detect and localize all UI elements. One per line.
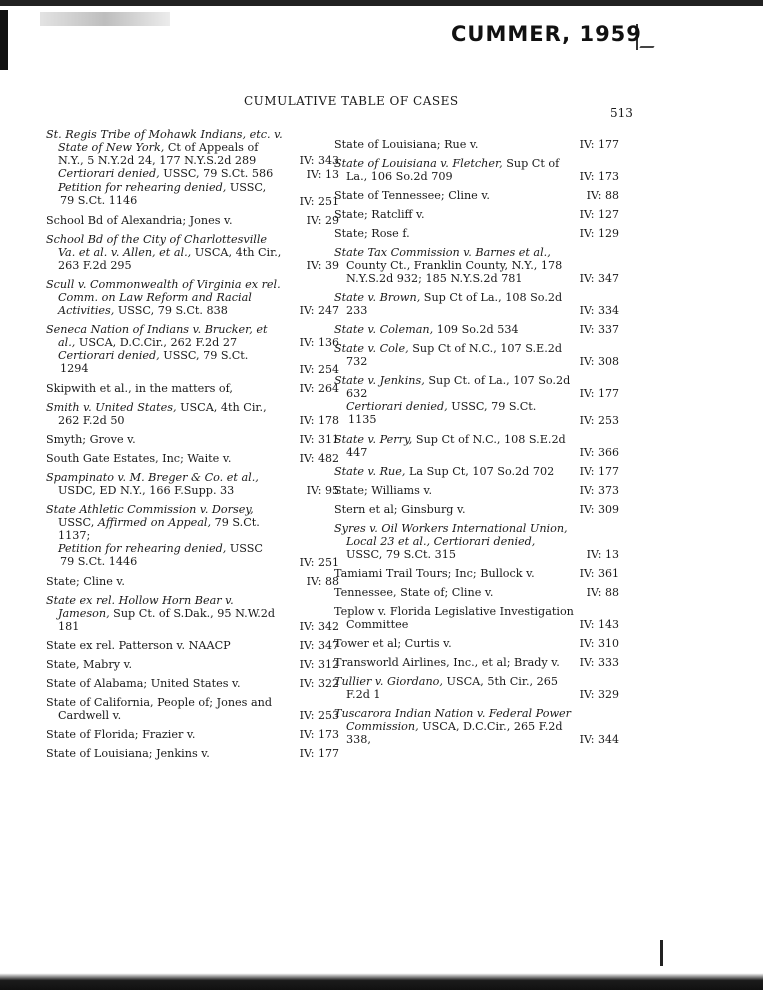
case-title xyxy=(46,401,286,427)
case-title-part: State v. Cole, xyxy=(334,342,409,355)
volume-reference: IV: 177 xyxy=(579,138,619,151)
case-entry xyxy=(46,728,339,741)
case-title-part: USSC, xyxy=(58,516,98,529)
case-title-part: USCA, D.C.Cir., 262 F.2d 27 xyxy=(75,336,238,349)
subsequent-history xyxy=(46,167,280,180)
case-title-part: State, Mabry v. xyxy=(46,658,133,671)
case-title-part: Tamiami Trail Tours; Inc; Bullock v. xyxy=(334,567,535,580)
case-title xyxy=(46,747,286,760)
case-title-part: State of Alabama; United States v. xyxy=(46,677,241,690)
scan-edge-top xyxy=(0,0,763,6)
case-title xyxy=(46,728,286,741)
case-title-part: State ex rel. Patterson v. NAACP xyxy=(46,639,231,652)
volume-reference: IV: 173 xyxy=(579,170,619,183)
volume-reference: IV: 13 xyxy=(306,168,339,181)
case-title xyxy=(334,465,574,478)
case-title xyxy=(334,342,574,368)
case-title-part: Spampinato v. M. Breger & Co. et al., xyxy=(46,471,259,484)
case-title-part: State Athletic Commission v. Dorsey, xyxy=(46,503,254,516)
case-title-part: Affirmed on Appeal, xyxy=(97,516,212,529)
volume-reference: IV: 29 xyxy=(306,214,339,227)
case-entry xyxy=(46,658,339,671)
case-title-part: State; Rose f. xyxy=(334,227,410,240)
case-title-part: Seneca Nation of Indians v. Brucker, et al., xyxy=(46,323,268,349)
volume-reference: IV: 177 xyxy=(299,747,339,760)
case-title-part: Transworld Airlines, Inc., et al; Brady v. xyxy=(334,656,560,669)
case-entry xyxy=(46,452,339,465)
case-title-part: Sup Ct of N.C., 107 S.E.2d 732 xyxy=(346,342,563,368)
case-title xyxy=(334,189,574,202)
volume-reference: IV: 39 xyxy=(306,259,339,272)
case-entry xyxy=(334,342,619,368)
case-title xyxy=(334,567,574,580)
volume-reference: IV: 373 xyxy=(579,484,619,497)
case-title-part: Sup Ct. of La., 107 So.2d 632 xyxy=(346,374,571,400)
volume-reference: IV: 13 xyxy=(586,548,619,561)
subsequent-citation: USSC 79 S.Ct. 1446 xyxy=(60,542,263,568)
volume-reference: IV: 173 xyxy=(299,728,339,741)
case-title xyxy=(46,575,286,588)
case-title xyxy=(46,128,286,167)
case-entry xyxy=(334,503,619,516)
case-entry xyxy=(334,567,619,580)
case-title xyxy=(334,157,574,183)
case-entry xyxy=(46,696,339,722)
case-entry xyxy=(46,128,339,208)
case-title-part: Sup Ct of La., 106 So.2d 709 xyxy=(346,157,560,183)
volume-reference: IV: 253 xyxy=(299,709,339,722)
volume-reference: IV: 88 xyxy=(586,586,619,599)
case-entry xyxy=(46,471,339,497)
volume-reference: IV: 247 xyxy=(299,304,339,317)
volume-reference: IV: 344 xyxy=(579,733,619,746)
case-title xyxy=(334,208,574,221)
case-title xyxy=(46,503,286,542)
subsequent-citation: USSC, 79 S.Ct. 1294 xyxy=(60,349,249,375)
case-title xyxy=(46,658,286,671)
page-number: 513 xyxy=(610,106,633,120)
case-title-part: State ex rel. Hollow Horn Bear v. Jameson, xyxy=(46,594,234,620)
case-title-part: State of Tennessee; Cline v. xyxy=(334,189,490,202)
volume-reference: IV: 264 xyxy=(299,382,339,395)
volume-reference: IV: 311 xyxy=(299,433,339,446)
case-title xyxy=(334,503,574,516)
case-title xyxy=(334,522,574,561)
volume-reference: IV: 361 xyxy=(579,567,619,580)
case-entry xyxy=(46,575,339,588)
volume-reference: IV: 127 xyxy=(579,208,619,221)
case-entry xyxy=(334,323,619,336)
case-title-part: South Gate Estates, Inc; Waite v. xyxy=(46,452,232,465)
case-entry xyxy=(334,656,619,669)
volume-reference: IV: 129 xyxy=(579,227,619,240)
case-title xyxy=(46,214,286,227)
case-title-part: USCA, 4th Cir., 262 F.2d 50 xyxy=(58,401,267,427)
volume-reference: IV: 312 xyxy=(299,658,339,671)
case-entry xyxy=(334,227,619,240)
case-entry xyxy=(334,189,619,202)
case-title xyxy=(46,677,286,690)
case-title-part: USCA, 4th Cir., 263 F.2d 295 xyxy=(58,246,282,272)
volume-reference: IV: 143 xyxy=(579,618,619,631)
case-title xyxy=(46,452,286,465)
case-entry xyxy=(46,433,339,446)
case-entry xyxy=(334,291,619,317)
case-title-part: State Tax Commission v. Barnes et al., xyxy=(334,246,551,259)
case-entry xyxy=(46,594,339,633)
case-title-part: State v. Jenkins, xyxy=(334,374,425,387)
case-entry xyxy=(46,677,339,690)
case-title-part: State of Louisiana; Jenkins v. xyxy=(46,747,210,760)
subsequent-disposition: Certiorari denied, xyxy=(58,167,160,180)
subsequent-disposition: Certiorari denied, xyxy=(58,349,160,362)
case-title-part: Tower et al; Curtis v. xyxy=(334,637,452,650)
scan-smudge xyxy=(40,12,170,26)
case-entry xyxy=(334,465,619,478)
case-entry xyxy=(46,233,339,272)
volume-reference: IV: 342 xyxy=(299,620,339,633)
volume-reference: IV: 88 xyxy=(306,575,339,588)
case-title xyxy=(334,323,574,336)
case-title-part: State v. Coleman, xyxy=(334,323,434,336)
volume-reference: IV: 366 xyxy=(579,446,619,459)
case-entry xyxy=(46,639,339,652)
case-title-part: School Bd of Alexandria; Jones v. xyxy=(46,214,233,227)
case-title-part: Smyth; Grove v. xyxy=(46,433,136,446)
case-title-part: State; Cline v. xyxy=(46,575,125,588)
case-entry xyxy=(334,374,619,427)
case-entry xyxy=(334,246,619,285)
case-title xyxy=(334,246,574,285)
case-entry xyxy=(46,503,339,569)
case-title-part: Syres v. Oil Workers International Union, Local 23 et al., Certiorari denied, xyxy=(334,522,568,548)
case-title-part: Stern et al; Ginsburg v. xyxy=(334,503,466,516)
volume-reference: IV: 309 xyxy=(579,503,619,516)
case-entry xyxy=(46,278,339,317)
case-entry xyxy=(46,401,339,427)
case-title xyxy=(334,291,574,317)
case-title-part: State of Louisiana v. Fletcher, xyxy=(334,157,503,170)
case-title-part: School Bd of the City of Charlottesville Va. et al. v. Allen, et al., xyxy=(46,233,268,259)
case-title xyxy=(334,433,574,459)
case-entry xyxy=(334,522,619,561)
case-title-part: Tuscarora Indian Nation v. Federal Power Commission, xyxy=(334,707,571,733)
case-entry xyxy=(334,208,619,221)
case-title-part: Scull v. Commonwealth of Virginia ex rel. Comm. on Law Reform and Racial Activities, xyxy=(46,278,281,317)
case-title xyxy=(46,471,286,497)
subsequent-citation: USSC, 79 S.Ct. 1146 xyxy=(60,181,267,207)
volume-reference: IV: 310 xyxy=(579,637,619,650)
case-entry xyxy=(334,605,619,631)
scan-edge-left xyxy=(0,10,8,70)
volume-reference: IV: 253 xyxy=(579,414,619,427)
scan-edge-bottom xyxy=(0,966,763,990)
case-title xyxy=(334,138,574,151)
case-title xyxy=(46,594,286,633)
volume-reference: IV: 251 xyxy=(299,195,339,208)
case-entry xyxy=(46,747,339,760)
case-entry xyxy=(334,138,619,151)
case-title xyxy=(334,656,574,669)
case-title xyxy=(46,382,286,395)
volume-reference: IV: 178 xyxy=(299,414,339,427)
case-entry xyxy=(334,586,619,599)
case-title xyxy=(46,433,286,446)
case-title xyxy=(334,637,574,650)
case-entry xyxy=(334,675,619,701)
case-title xyxy=(334,605,574,631)
case-title-part: St. Regis Tribe of Mohawk Indians, etc. v. State of New York, xyxy=(46,128,283,154)
volume-reference: IV: 347 xyxy=(579,272,619,285)
volume-reference: IV: 482 xyxy=(299,452,339,465)
case-title-part: 109 So.2d 534 xyxy=(433,323,519,336)
case-title-part: State v. Brown, xyxy=(334,291,421,304)
case-entry xyxy=(46,214,339,227)
case-title xyxy=(334,675,574,701)
case-title-part: Skipwith et al., in the matters of, xyxy=(46,382,233,395)
case-title-part: USSC, 79 S.Ct. 315 xyxy=(346,548,456,561)
case-entry xyxy=(334,157,619,183)
case-title xyxy=(334,707,574,746)
volume-reference: IV: 329 xyxy=(579,688,619,701)
subsequent-citation: USSC, 79 S.Ct. 586 xyxy=(159,167,274,180)
case-title-part: Sup Ct. of S.Dak., 95 N.W.2d 181 xyxy=(58,607,276,633)
case-title-part: USCA, 5th Cir., 265 F.2d 1 xyxy=(346,675,559,701)
case-entry xyxy=(334,707,619,746)
subsequent-disposition: Petition for rehearing denied, xyxy=(58,542,227,555)
case-title xyxy=(334,484,574,497)
volume-reference: IV: 88 xyxy=(586,189,619,202)
subsequent-disposition: Certiorari denied, xyxy=(346,400,448,413)
case-title-part: USSC, 79 S.Ct. 838 xyxy=(114,304,228,317)
issue-stamp: CUMMER, 1959 xyxy=(451,22,642,46)
case-title xyxy=(46,696,286,722)
case-title-part: County Ct., Franklin County, N.Y., 178 N.Y.S.2d 932; 185 N.Y.S.2d 781 xyxy=(346,259,563,285)
volume-reference: IV: 347 xyxy=(299,639,339,652)
case-entry xyxy=(46,323,339,376)
volume-reference: IV: 177 xyxy=(579,465,619,478)
case-title-part: Teplow v. Florida Legislative Investigation Committee xyxy=(334,605,574,631)
subsequent-disposition: Petition for rehearing denied, xyxy=(58,181,227,194)
volume-reference: IV: 251 xyxy=(299,556,339,569)
case-entry xyxy=(46,382,339,395)
case-title-part: USCA, D.C.Cir., 265 F.2d 338, xyxy=(346,720,563,746)
case-title-part: Sup Ct of La., 108 So.2d 233 xyxy=(346,291,563,317)
subsequent-citation: USSC, 79 S.Ct. 1135 xyxy=(348,400,537,426)
case-title xyxy=(334,586,574,599)
case-title-part: 79 S.Ct. 1137; xyxy=(58,516,260,542)
right-column xyxy=(334,138,619,752)
volume-reference: IV: 95 xyxy=(306,484,339,497)
case-title-part: Smith v. United States, xyxy=(46,401,177,414)
case-entry xyxy=(334,433,619,459)
volume-reference: IV: 136 xyxy=(299,336,339,349)
volume-reference: IV: 337 xyxy=(579,323,619,336)
case-title-part: State v. Rue, xyxy=(334,465,406,478)
volume-reference: IV: 333 xyxy=(579,656,619,669)
case-title-part: State; Ratcliff v. xyxy=(334,208,425,221)
case-title-part: State v. Perry, xyxy=(334,433,413,446)
case-title xyxy=(46,278,286,317)
case-title-part: State of California, People of; Jones and Cardwell v. xyxy=(46,696,272,722)
case-title-part: State; Williams v. xyxy=(334,484,433,497)
page-title: CUMULATIVE TABLE OF CASES xyxy=(244,94,459,108)
left-column xyxy=(46,128,339,766)
volume-reference: IV: 177 xyxy=(579,387,619,400)
case-title xyxy=(46,233,286,272)
volume-reference: IV: 334 xyxy=(579,304,619,317)
volume-reference: IV: 343 xyxy=(299,154,339,167)
case-entry xyxy=(334,637,619,650)
case-title-part: Ct of Appeals of N.Y., 5 N.Y.2d 24, 177 N.Y.S.2d 289 xyxy=(58,141,259,167)
case-title xyxy=(46,639,286,652)
volume-reference: IV: 308 xyxy=(579,355,619,368)
volume-reference: IV: 254 xyxy=(299,363,339,376)
case-title-part: USDC, ED N.Y., 166 F.Supp. 33 xyxy=(58,484,235,497)
case-title-part: State of Florida; Frazier v. xyxy=(46,728,196,741)
case-title-part: La Sup Ct, 107 So.2d 702 xyxy=(405,465,555,478)
case-title-part: State of Louisiana; Rue v. xyxy=(334,138,479,151)
case-title-part: Tullier v. Giordano, xyxy=(334,675,443,688)
case-title xyxy=(334,227,574,240)
case-entry xyxy=(334,484,619,497)
case-title-part: Sup Ct of N.C., 108 S.E.2d 447 xyxy=(346,433,566,459)
case-title-part: Tennessee, State of; Cline v. xyxy=(334,586,494,599)
volume-reference: IV: 322 xyxy=(299,677,339,690)
